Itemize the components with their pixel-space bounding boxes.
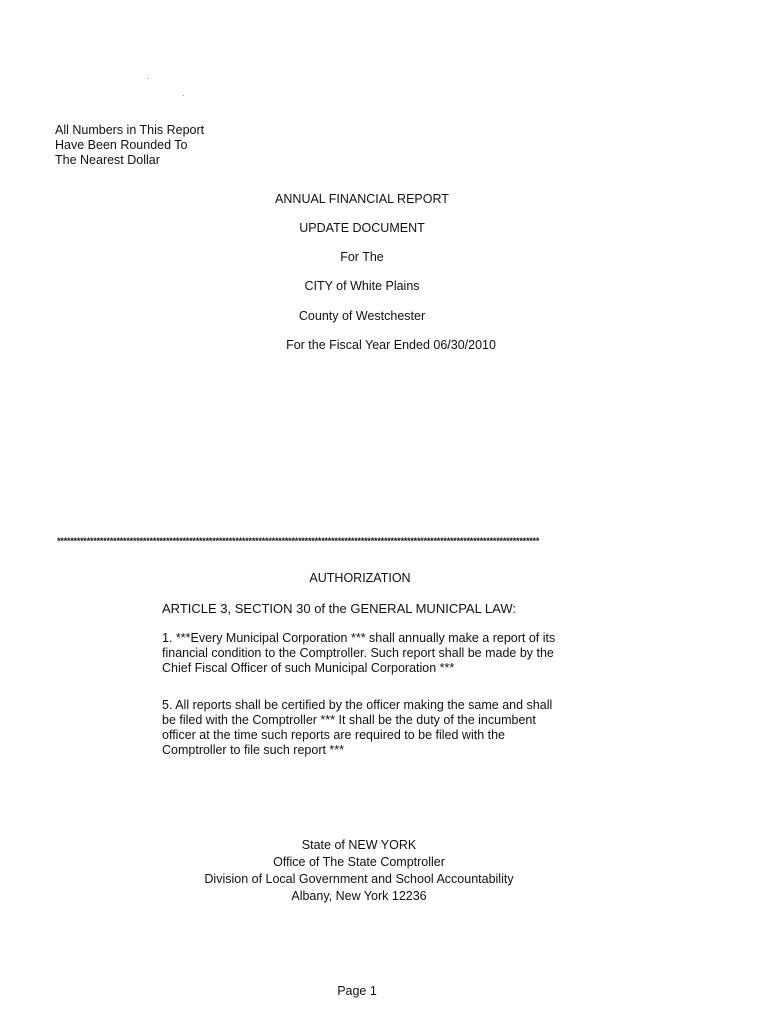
county-name: County of Westchester [298, 309, 426, 323]
paragraph-line: be filed with the Comptroller *** It shall be the duty of the incumbent [162, 713, 536, 727]
address-line: Albany, New York 12236 [291, 889, 427, 903]
for-the-label: For The [340, 250, 384, 264]
scan-speck [183, 95, 184, 96]
rounding-note-line: The Nearest Dollar [55, 153, 160, 167]
rounding-note-line: Have Been Rounded To [55, 138, 188, 152]
paragraph-line: financial condition to the Comptroller. Such report shall be made by the [162, 646, 554, 660]
comptroller-address [0, 838, 718, 906]
address-line: State of NEW YORK [301, 838, 417, 852]
asterisk-separator: ************************************************************************************************************************************************** [57, 536, 540, 546]
authorization-heading: AUTHORIZATION [309, 571, 411, 585]
rounding-note-line: All Numbers in This Report [55, 123, 205, 137]
paragraph-line: Comptroller to file such report *** [162, 743, 345, 757]
fiscal-year-line: For the Fiscal Year Ended 06/30/2010 [286, 338, 496, 352]
article-reference: ARTICLE 3, SECTION 30 of the GENERAL MUNICPAL LAW: [162, 601, 517, 616]
municipality-name: CITY of White Plains [304, 279, 420, 293]
address-line: Division of Local Government and School Accountability [204, 872, 514, 886]
paragraph-line: officer at the time such reports are required to be filed with the [162, 728, 506, 742]
scan-speck [147, 78, 148, 79]
paragraph-line: 5. All reports shall be certified by the officer making the same and shall [162, 698, 553, 712]
report-title: ANNUAL FINANCIAL REPORT [275, 192, 449, 206]
rounding-note [55, 123, 315, 168]
paragraph-one [162, 631, 582, 676]
paragraph-five [162, 698, 582, 758]
page-number: Page 1 [337, 984, 377, 998]
paragraph-line: 1. ***Every Municipal Corporation *** shall annually make a report of its [162, 631, 556, 645]
report-subtitle: UPDATE DOCUMENT [299, 221, 425, 235]
paragraph-line: Chief Fiscal Officer of such Municipal Corporation *** [162, 661, 455, 675]
address-line: Office of The State Comptroller [273, 855, 445, 869]
